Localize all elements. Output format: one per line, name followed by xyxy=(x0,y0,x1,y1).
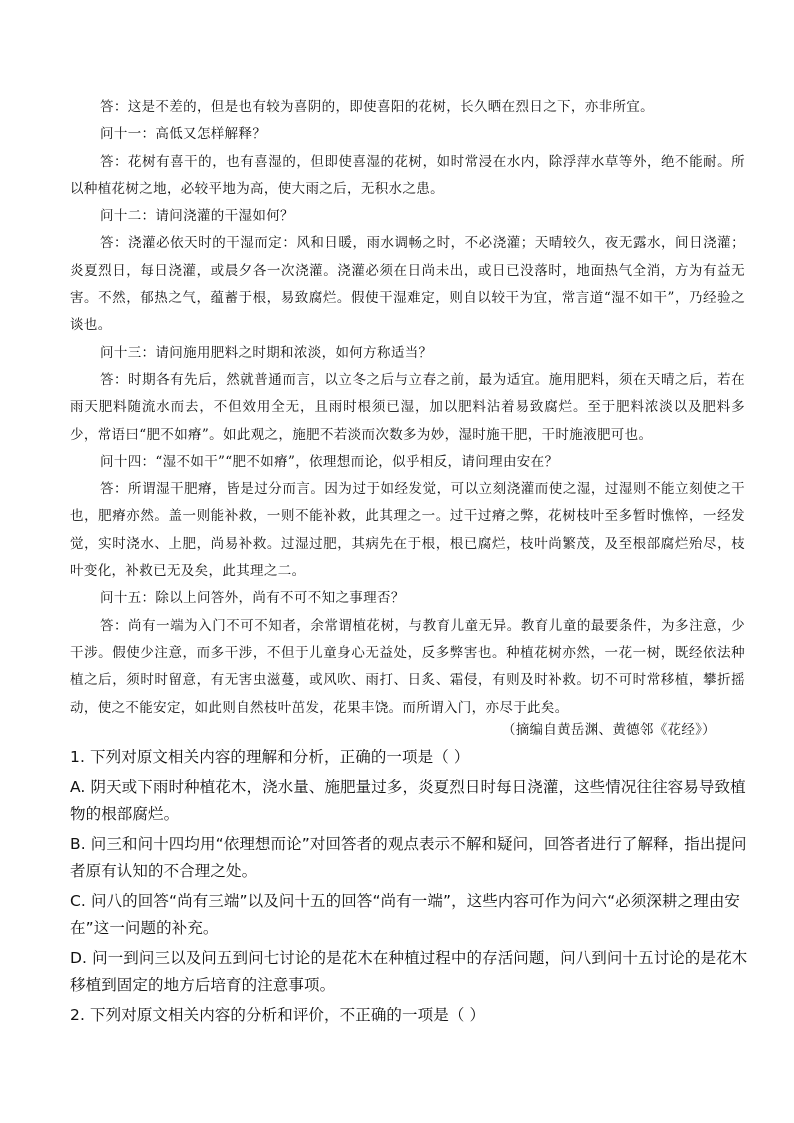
question-1-option-b: B. 问三和问十四均用“依理想而论”对回答者的观点表示不解和疑问，回答者进行了解释，指出提问者原有认知的不合理之处。 xyxy=(70,834,747,880)
answer-eleven: 答：花树有喜干的，也有喜湿的，但即使喜湿的花树，如时常浸在水内，除浮萍水草等外，绝不能耐。所以种植花树之地，必较平地为高，使大雨之后，无积水之患。 xyxy=(70,153,745,197)
question-twelve: 问十二：请问浇灌的干湿如何？ xyxy=(100,208,294,225)
question-fifteen: 问十五：除以上问答外，尚有不可不知之事理否？ xyxy=(100,590,405,607)
answer-ten-tail: 答：这是不差的，但是也有较为喜阴的，即使喜阳的花树，长久晒在烈日之下，亦非所宜。 xyxy=(100,99,654,115)
answer-fourteen: 答：所谓湿干肥瘠，皆是过分而言。因为过于如经发觉，可以立刻浇灌而使之湿，过湿则不能立刻使之干也，肥瘠亦然。盖一则能补救，一则不能补救，此其理之一。过干过瘠之弊，花树枝叶至多暂时憔悴，一经发觉，实时浇水、上肥，尚易补救。过湿过肥，其病先在于根，根已腐烂，枝叶尚繁茂，及至根部腐烂殆尽，枝叶变化，补救已无及矣，此其理之二。 xyxy=(70,481,745,580)
question-2-stem: 2. 下列对原文相关内容的分析和评价，不正确的一项是（ ） xyxy=(70,1005,486,1024)
answer-fifteen: 答：尚有一端为入门不可不知者，余常谓植花树，与教育儿童无异。教育儿童的最要条件，为多注意，少干涉。假使少注意，而多干涉，不但于儿童身心无益处，反多弊害也。种植花树亦然，一花一树，既经依法种植之后，须时时留意，有无害虫滋蔓，或风吹、雨打、日炙、霜侵，有则及时补救。切不可时常移植，攀折摇动，使之不能安定，如此则自然枝叶茁发，花果丰饶。而所谓入门，亦尽于此矣。 xyxy=(70,617,745,716)
question-fourteen: 问十四：“湿不如干”“肥不如瘠”，依理想而论，似乎相反，请问理由安在？ xyxy=(100,453,559,470)
question-1-option-c: C. 问八的回答“尚有三端”以及问十五的回答“尚有一端”，这些内容可作为问六“必须深耕之理由安在”这一问题的补充。 xyxy=(70,891,741,937)
questions-section xyxy=(70,744,750,1031)
passage-body xyxy=(70,94,745,722)
answer-twelve: 答：浇灌必依天时的干湿而定：风和日暖，雨水调畅之时，不必浇灌；天晴较久，夜无露水，间日浇灌；炎夏烈日，每日浇灌，或晨夕各一次浇灌。浇灌必须在日尚未出，或日已没落时，地面热气全消，方为有益无害。不然，郁热之气，蕴蓄于根，易致腐烂。假使干湿难定，则自以较干为宜，常言道“湿不如干”，乃经验之谈也。 xyxy=(70,235,745,334)
question-thirteen: 问十三：请问施用肥料之时期和浓淡，如何方称适当？ xyxy=(100,344,433,361)
passage-source: （摘编自黄岳渊、黄德邻《花经》） xyxy=(501,722,716,738)
question-1-option-d: D. 问一到问三以及问五到问七讨论的是花木在种植过程中的存活问题，问八到问十五讨论的是花木移植到固定的地方后培育的注意事项。 xyxy=(70,948,748,994)
question-1-option-a: A. 阴天或下雨时种植花木，浇水量、施肥量过多，炎夏烈日时每日浇灌，这些情况往往容易导致植物的根部腐烂。 xyxy=(70,777,746,823)
answer-thirteen: 答：时期各有先后，然就普通而言，以立冬之后与立春之前，最为适宜。施用肥料，须在天晴之后，若在雨天肥料随流水而去，不但效用全无，且雨时根须已湿，加以肥料沾着易致腐烂。至于肥料浓淡以及肥料多少，常语曰“肥不如瘠”。如此观之，施肥不若淡而次数多为妙，湿时施干肥，干时施液肥可也。 xyxy=(70,371,745,443)
question-1-stem: 1. 下列对原文相关内容的理解和分析，正确的一项是（ ） xyxy=(70,748,470,766)
question-eleven: 问十一：高低又怎样解释？ xyxy=(100,126,267,143)
